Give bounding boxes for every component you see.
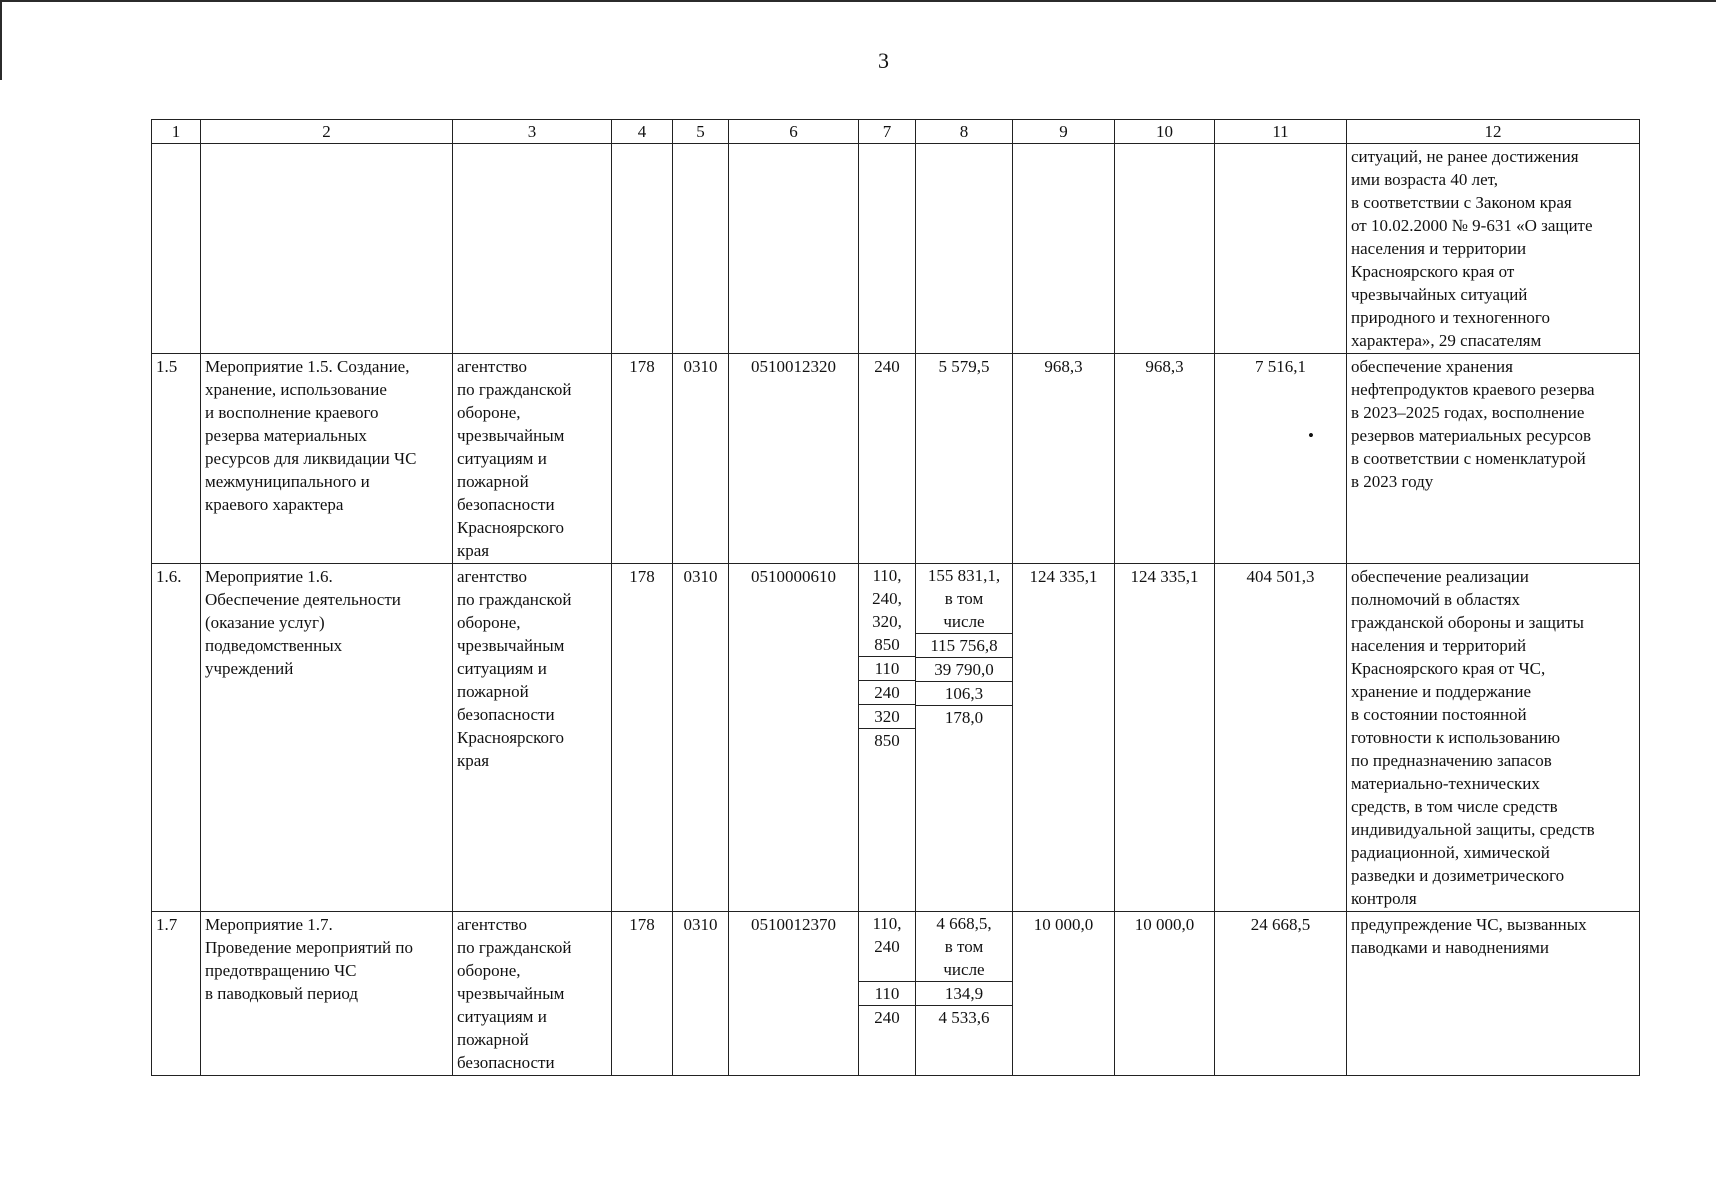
csr-code: 0510012370	[729, 912, 859, 1076]
responsible-agency: агентство по гражданской обороне, чрезвычайным ситуациям и пожарной безопасности Красноярского края	[453, 564, 612, 912]
vr-code: 240	[859, 354, 916, 564]
value-2024: 968,3	[1013, 354, 1115, 564]
responsible-agency: агентство по гражданской обороне, чрезвычайным ситуациям и пожарной безопасности Красноярского края	[453, 354, 612, 564]
value-2023-sub: 178,0	[916, 705, 1012, 729]
activity-name: Мероприятие 1.7. Проведение мероприятий по предотвращению ЧС в паводковый период	[201, 912, 453, 1076]
value-2023-cell	[916, 912, 1013, 1076]
value-2023-main: 4 668,5, в том числе	[936, 914, 992, 979]
scan-mark: •	[1308, 426, 1314, 445]
grbs-code: 178	[612, 564, 673, 912]
vr-sub: 850	[859, 728, 915, 752]
value-2023-main: 155 831,1, в том числе	[927, 566, 1001, 631]
vr-sub: 320	[859, 704, 915, 728]
row-number: 1.7	[152, 912, 201, 1076]
value-total	[1215, 354, 1347, 564]
col-header-10: 10	[1115, 120, 1215, 144]
value-total: 404 501,3	[1215, 564, 1347, 912]
col-header-8: 8	[916, 120, 1013, 144]
vr-sub: 110	[859, 656, 915, 680]
program-table	[151, 119, 1640, 1076]
vr-code-cell	[859, 912, 916, 1076]
value-2024: 10 000,0	[1013, 912, 1115, 1076]
responsible-agency: агентство по гражданской обороне, чрезвычайным ситуациям и пожарной безопасности	[453, 912, 612, 1076]
rzpr-code: 0310	[673, 354, 729, 564]
vr-main: 110, 240	[872, 914, 902, 956]
activity-name: Мероприятие 1.5. Создание, хранение, использование и восполнение краевого резерва материальных ресурсов для ликвидации ЧС межмуниципального и краевого характера	[201, 354, 453, 564]
continuation-result: ситуаций, не ранее достижения ими возраста 40 лет, в соответствии с Законом края от 10.02.2000 № 9-631 «О защите населения и территории Красноярского края от чрезвычайных ситуаций природного и техногенного характера», 29 спасателям	[1347, 144, 1640, 354]
rzpr-code: 0310	[673, 912, 729, 1076]
col-header-3: 3	[453, 120, 612, 144]
csr-code: 0510012320	[729, 354, 859, 564]
col-header-6: 6	[729, 120, 859, 144]
col-header-4: 4	[612, 120, 673, 144]
total-amount: 7 516,1	[1255, 357, 1306, 376]
continuation-row	[152, 144, 1640, 354]
scan-edge-top	[0, 0, 1716, 2]
col-header-12: 12	[1347, 120, 1640, 144]
scan-edge-left	[0, 0, 2, 80]
value-2024: 124 335,1	[1013, 564, 1115, 912]
table-row	[152, 354, 1640, 564]
col-header-7: 7	[859, 120, 916, 144]
value-2023-sub: 39 790,0	[916, 657, 1012, 681]
value-2025: 10 000,0	[1115, 912, 1215, 1076]
value-2023-cell	[916, 564, 1013, 912]
col-header-2: 2	[201, 120, 453, 144]
expected-result: обеспечение хранения нефтепродуктов краевого резерва в 2023–2025 годах, восполнение резервов материальных ресурсов в соответствии с номенклатурой в 2023 году	[1347, 354, 1640, 564]
grbs-code: 178	[612, 912, 673, 1076]
activity-name: Мероприятие 1.6. Обеспечение деятельности (оказание услуг) подведомственных учреждений	[201, 564, 453, 912]
expected-result: обеспечение реализации полномочий в областях гражданской обороны и защиты населения и территорий Красноярского края от ЧС, хранение и поддержание в состоянии постоянной готовности к использованию по предназначению запасов материально-технических средств, в том числе средств индивидуальной защиты, средств радиационной, химической разведки и дозиметрического контроля	[1347, 564, 1640, 912]
col-header-9: 9	[1013, 120, 1115, 144]
vr-sub: 110	[859, 981, 915, 1005]
value-total: 24 668,5	[1215, 912, 1347, 1076]
col-header-5: 5	[673, 120, 729, 144]
expected-result: предупреждение ЧС, вызванных паводками и наводнениями	[1347, 912, 1640, 1076]
table-row	[152, 564, 1640, 912]
row-number: 1.6.	[152, 564, 201, 912]
rzpr-code: 0310	[673, 564, 729, 912]
table-row	[152, 912, 1640, 1076]
column-number-row	[152, 120, 1640, 144]
row-number: 1.5	[152, 354, 201, 564]
value-2023: 5 579,5	[916, 354, 1013, 564]
value-2023-sub: 115 756,8	[916, 633, 1012, 657]
value-2023-sub: 4 533,6	[916, 1005, 1012, 1029]
col-header-11: 11	[1215, 120, 1347, 144]
vr-code-cell	[859, 564, 916, 912]
value-2025: 968,3	[1115, 354, 1215, 564]
page-number: 3	[878, 48, 889, 73]
csr-code: 0510000610	[729, 564, 859, 912]
vr-sub: 240	[859, 1005, 915, 1029]
value-2023-sub: 106,3	[916, 681, 1012, 705]
value-2023-sub: 134,9	[916, 981, 1012, 1005]
col-header-1: 1	[152, 120, 201, 144]
vr-main: 110, 240, 320, 850	[872, 566, 902, 654]
grbs-code: 178	[612, 354, 673, 564]
value-2025: 124 335,1	[1115, 564, 1215, 912]
vr-sub: 240	[859, 680, 915, 704]
